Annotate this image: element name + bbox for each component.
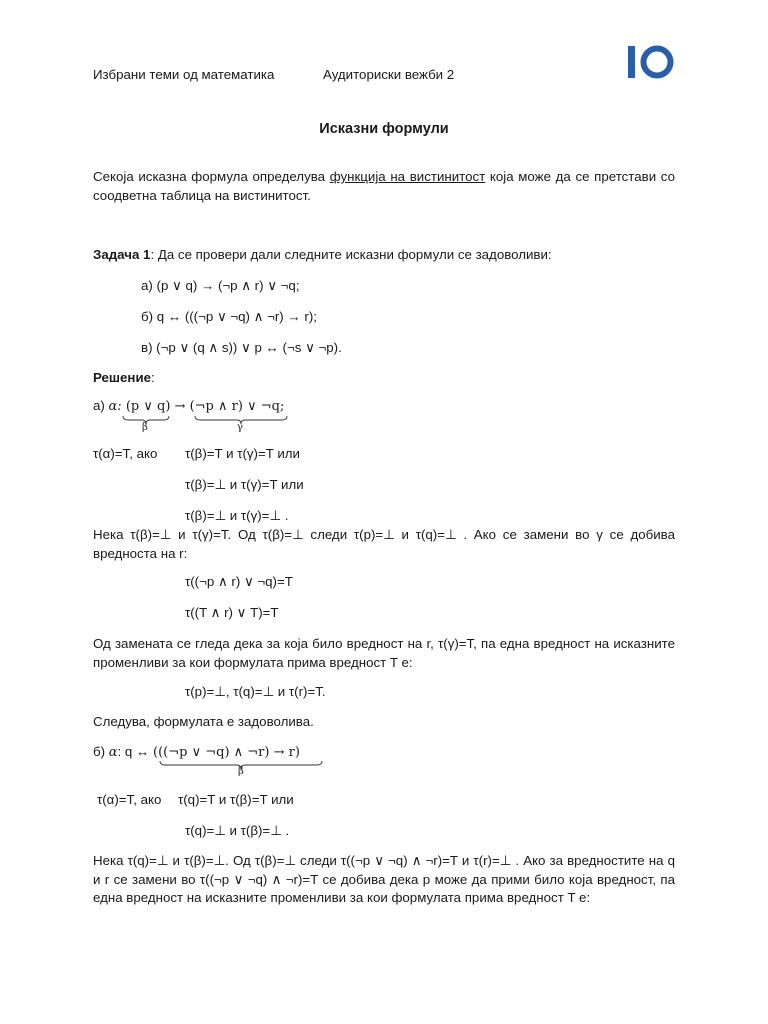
case-a-2: τ(β)=⊥ и τ(γ)=T или <box>185 477 304 492</box>
intro-paragraph <box>93 168 675 205</box>
solution-a-prefix: а) <box>93 398 109 413</box>
solution-b-head: : q ↔ <box>117 744 154 759</box>
task-text: : Да се провери дали следните исказни формули се задоволиви: <box>150 247 552 262</box>
alpha-symbol-b: α <box>108 745 118 760</box>
solution-a-formula <box>93 398 284 414</box>
solution-label: Решение: <box>93 370 155 385</box>
header-exercise-label: Аудиториски вежби 2 <box>323 67 455 82</box>
solution-a-paragraph-2: Од замената се гледа дека за која било вредност на r, τ(γ)=T, па една вредност на исказните променливи за кои формулата прима вредност T е: <box>93 636 675 670</box>
task-item-a: а) (p ∨ q) → (¬p ∧ r) ∨ ¬q; <box>141 278 300 293</box>
beta-expression: (p ∨ q) <box>125 399 171 414</box>
task-item-b: б) q ↔ (((¬p ∨ ¬q) ∧ ¬r) → r); <box>141 309 317 324</box>
solution-a-paragraph-1: Нека τ(β)=⊥ и τ(γ)=T. Од τ(β)=⊥ следи τ(p)=⊥ и τ(q)=⊥ . Ако се замени во γ се добива вредноста на r: <box>93 527 675 561</box>
solution-b-paragraph: Нека τ(q)=⊥ и τ(β)=⊥. Од τ(β)=⊥ следи τ((¬p ∨ ¬q) ∧ ¬r)=T и τ(r)=⊥ . Ако за вредностите на q и r се замени во τ((¬p ∨ ¬q) ∧ ¬r)=T се добива дека p може да прими било која вредност, па една вредност на исказните променливи за кои формулата прима вредност T е: <box>93 853 675 906</box>
case-b-intro: τ(α)=T, ако <box>97 792 162 807</box>
beta-b-label: β <box>238 766 244 777</box>
equation-a-1: τ((¬p ∧ r) ∨ ¬q)=T <box>185 574 293 589</box>
equation-a-3: τ(p)=⊥, τ(q)=⊥ и τ(r)=T. <box>185 684 326 699</box>
intro-underlined-term: функција на вистинитост <box>329 169 486 184</box>
beta-label: β <box>142 422 148 433</box>
intro-text-before: Секоја исказна формула определува <box>93 169 330 184</box>
equation-a-2: τ((T ∧ r) ∨ T)=T <box>185 605 279 620</box>
intro-text-after: која може да се претстави со соодветна таблица на вистинитост. <box>93 169 675 203</box>
solution-b-prefix: б) <box>93 744 109 759</box>
case-a-1: τ(β)=T и τ(γ)=T или <box>185 446 300 461</box>
header-course-title: Избрани теми од математика <box>93 67 275 82</box>
case-a-3: τ(β)=⊥ и τ(γ)=⊥ . <box>185 508 289 523</box>
case-b-1: τ(q)=T и τ(β)=T или <box>178 792 294 807</box>
gamma-expression: (¬p ∧ r) ∨ ¬q <box>189 399 280 414</box>
solution-b-formula <box>93 744 300 760</box>
case-a-intro: τ(α)=T, ако <box>93 446 158 461</box>
gamma-label: γ <box>237 422 243 433</box>
task-item-c: в) (¬p ∨ (q ∧ s)) ∨ p ↔ (¬s ∨ ¬p). <box>141 340 342 355</box>
case-b-2: τ(q)=⊥ и τ(β)=⊥ . <box>185 823 290 838</box>
logo-icon <box>626 44 676 80</box>
formula-end: ; <box>279 399 285 414</box>
beta-expression-b: (((¬p ∨ ¬q) ∧ ¬r) → r) <box>153 745 300 760</box>
solution-a-conclusion: Следува, формулата е задоволива. <box>93 714 314 729</box>
alpha-symbol: α: <box>108 399 126 414</box>
task-statement <box>93 247 552 262</box>
page-title: Исказни формули <box>319 121 449 137</box>
implies-arrow: → <box>170 399 190 414</box>
task-label: Задача 1 <box>93 247 151 262</box>
